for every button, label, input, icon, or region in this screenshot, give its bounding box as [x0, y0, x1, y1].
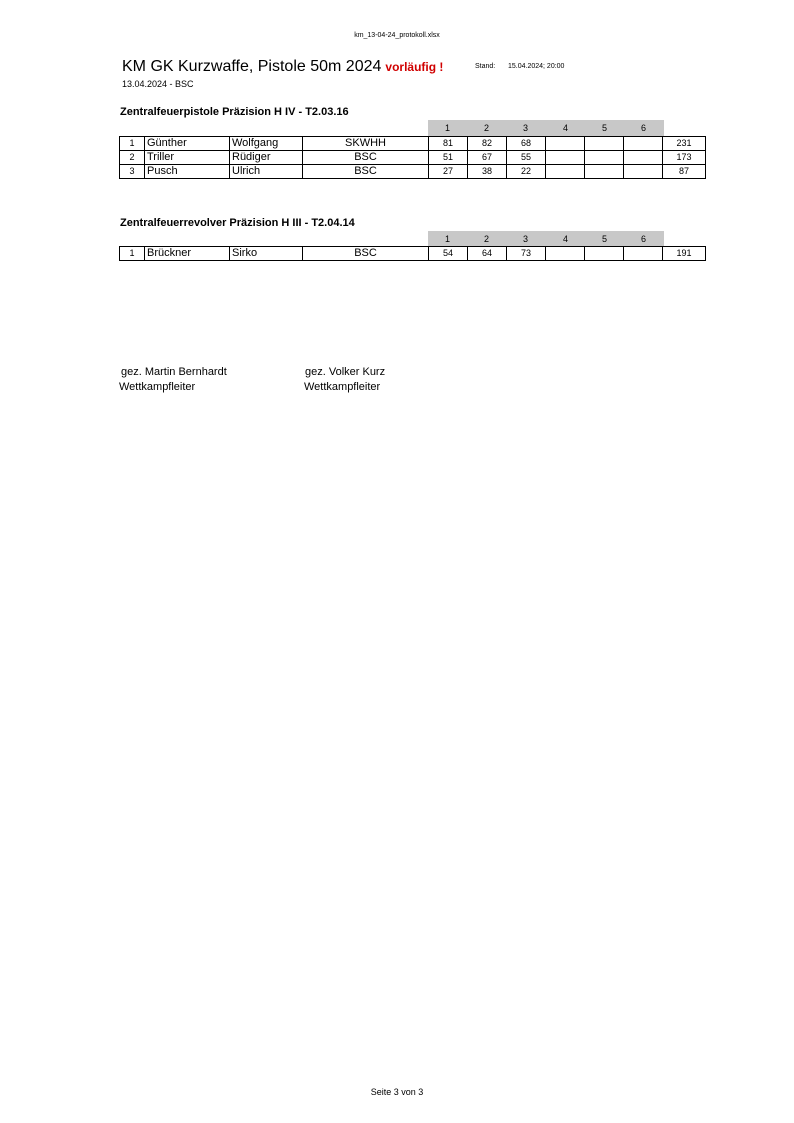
score-cell — [624, 247, 663, 261]
round-label: 5 — [601, 123, 607, 133]
preliminary-flag: vorläufig ! — [385, 60, 444, 74]
table-row — [120, 137, 706, 151]
date-location: 13.04.2024 - BSC — [122, 79, 194, 89]
first-name-cell: Sirko — [230, 247, 303, 261]
score-cell: 54 — [429, 247, 468, 261]
club-cell: BSC — [303, 165, 429, 179]
round-label: 5 — [601, 234, 607, 244]
score-cell: 22 — [507, 165, 546, 179]
section-title: Zentralfeuerrevolver Präzision H III - T2.04.14 — [120, 217, 355, 229]
total-cell: 173 — [663, 151, 706, 165]
total-cell: 191 — [663, 247, 706, 261]
round-label: 2 — [483, 123, 489, 133]
round-label: 6 — [640, 123, 646, 133]
last-name-cell: Brückner — [145, 247, 230, 261]
last-name-cell: Triller — [145, 151, 230, 165]
first-name-cell: Wolfgang — [230, 137, 303, 151]
score-cell — [585, 151, 624, 165]
rank-cell: 3 — [120, 165, 145, 179]
last-name-cell: Günther — [145, 137, 230, 151]
round-label: 2 — [483, 234, 489, 244]
first-name-cell: Ulrich — [230, 165, 303, 179]
round-label: 4 — [562, 123, 568, 133]
results-table — [119, 136, 706, 179]
table-row — [120, 151, 706, 165]
rank-cell: 2 — [120, 151, 145, 165]
score-cell: 38 — [468, 165, 507, 179]
club-cell: BSC — [303, 247, 429, 261]
results-table — [119, 246, 706, 261]
score-cell — [585, 247, 624, 261]
round-label: 1 — [444, 234, 450, 244]
stand-value: 15.04.2024; 20:00 — [508, 63, 565, 70]
page-number: Seite 3 von 3 — [370, 1087, 424, 1097]
table-row — [120, 247, 706, 261]
score-cell — [585, 137, 624, 151]
score-cell: 55 — [507, 151, 546, 165]
score-cell — [546, 137, 585, 151]
score-cell — [546, 151, 585, 165]
round-label: 1 — [444, 123, 450, 133]
score-cell: 81 — [429, 137, 468, 151]
total-cell: 231 — [663, 137, 706, 151]
first-name-cell: Rüdiger — [230, 151, 303, 165]
rank-cell: 1 — [120, 247, 145, 261]
score-cell — [624, 165, 663, 179]
score-cell — [624, 151, 663, 165]
round-label: 3 — [522, 234, 528, 244]
signature-role: Wettkampfleiter — [119, 381, 196, 393]
score-cell: 51 — [429, 151, 468, 165]
signature-role: Wettkampfleiter — [304, 381, 381, 393]
club-cell: SKWHH — [303, 137, 429, 151]
signature-name: gez. Martin Bernhardt — [121, 366, 227, 378]
score-cell — [546, 247, 585, 261]
club-cell: BSC — [303, 151, 429, 165]
signature-name: gez. Volker Kurz — [305, 366, 386, 378]
score-cell — [546, 165, 585, 179]
score-cell — [585, 165, 624, 179]
round-header — [428, 120, 664, 136]
stand-label: Stand: — [475, 63, 496, 70]
score-cell: 68 — [507, 137, 546, 151]
score-cell: 27 — [429, 165, 468, 179]
round-header — [428, 231, 664, 247]
title-text: KM GK Kurzwaffe, Pistole 50m 2024 — [122, 58, 382, 75]
score-cell: 67 — [468, 151, 507, 165]
section-title: Zentralfeuerpistole Präzision H IV - T2.03.16 — [120, 106, 349, 118]
rank-cell: 1 — [120, 137, 145, 151]
round-label: 4 — [562, 234, 568, 244]
page-title — [122, 58, 443, 76]
round-label: 3 — [522, 123, 528, 133]
total-cell: 87 — [663, 165, 706, 179]
score-cell: 64 — [468, 247, 507, 261]
score-cell — [624, 137, 663, 151]
score-cell: 73 — [507, 247, 546, 261]
file-name: km_13-04-24_protokoll.xlsx — [354, 32, 440, 39]
table-row — [120, 165, 706, 179]
score-cell: 82 — [468, 137, 507, 151]
round-label: 6 — [640, 234, 646, 244]
last-name-cell: Pusch — [145, 165, 230, 179]
